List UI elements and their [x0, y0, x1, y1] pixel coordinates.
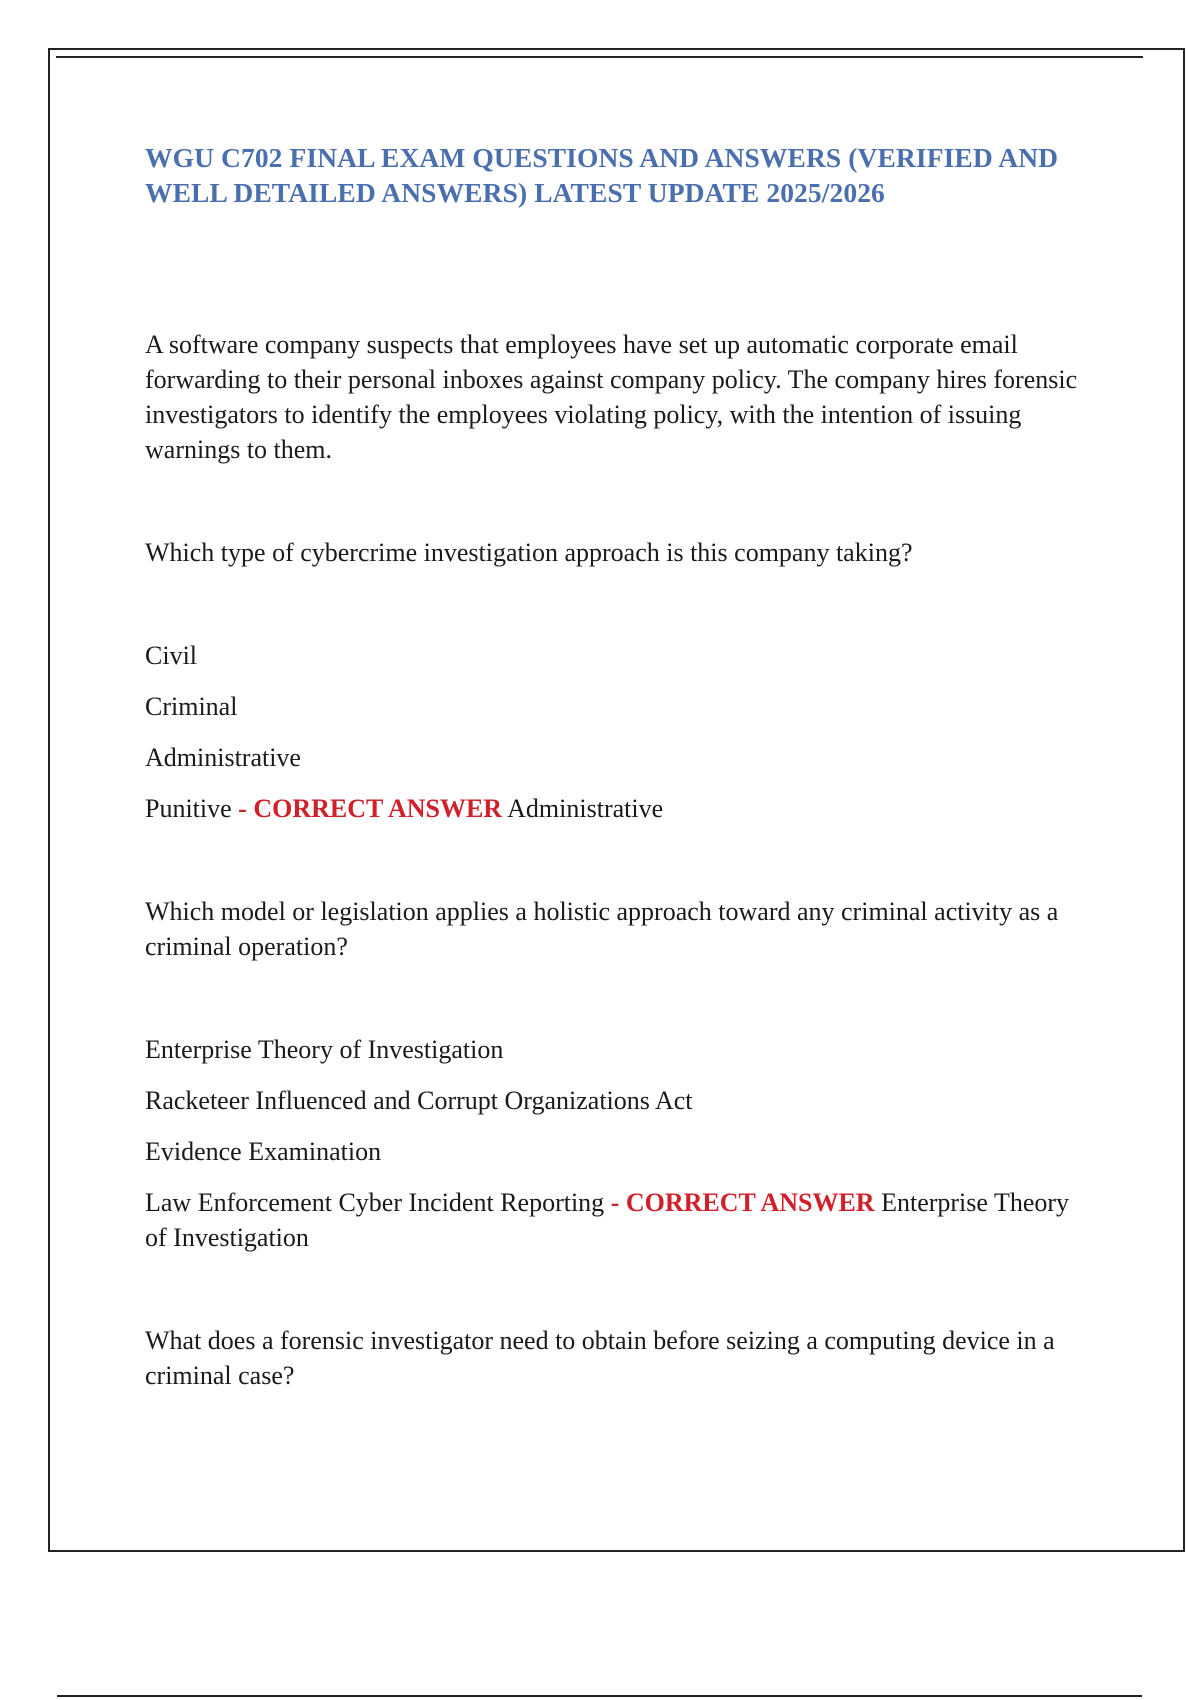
question-3	[145, 1323, 1095, 1393]
option-administrative: Administrative	[145, 743, 301, 772]
top-rule	[56, 56, 1143, 58]
correct-answer-label: - CORRECT ANSWER	[238, 794, 503, 823]
option-punitive-with-answer	[145, 791, 1095, 826]
document-body	[145, 140, 1095, 1393]
option-law-enforcement-with-answer	[145, 1185, 1095, 1255]
option-civil: Civil	[145, 641, 198, 670]
correct-answer-label: - CORRECT ANSWER	[610, 1188, 875, 1217]
document-title: WGU C702 FINAL EXAM QUESTIONS AND ANSWERS (VERIFIED AND WELL DETAILED ANSWERS) LATEST UPDATE 2025/2026	[145, 142, 1059, 208]
option-evidence-examination: Evidence Examination	[145, 1137, 382, 1166]
question-prompt: Which model or legislation applies a holistic approach toward any criminal activity as a criminal operation?	[145, 897, 1059, 961]
question-scenario: A software company suspects that employees have set up automatic corporate email forwarding to their personal inboxes against company policy. The company hires forensic investigators to identify the employees violating policy, with the intention of issuing warnings to them.	[145, 330, 1078, 464]
option-punitive: Punitive	[145, 794, 232, 823]
option-enterprise-theory: Enterprise Theory of Investigation	[145, 1035, 504, 1064]
question-1	[145, 327, 1095, 826]
option-rico-act: Racketeer Influenced and Corrupt Organizations Act	[145, 1086, 693, 1115]
question-prompt: What does a forensic investigator need to obtain before seizing a computing device in a criminal case?	[145, 1326, 1055, 1390]
option-law-enforcement: Law Enforcement Cyber Incident Reporting	[145, 1188, 605, 1217]
correct-answer-value: Enterprise Theory of Investigation	[145, 1188, 1070, 1252]
bottom-rule	[57, 1695, 1142, 1697]
question-2	[145, 894, 1095, 1255]
correct-answer-value: Administrative	[507, 794, 664, 823]
option-criminal: Criminal	[145, 692, 238, 721]
question-prompt: Which type of cybercrime investigation approach is this company taking?	[145, 538, 913, 567]
